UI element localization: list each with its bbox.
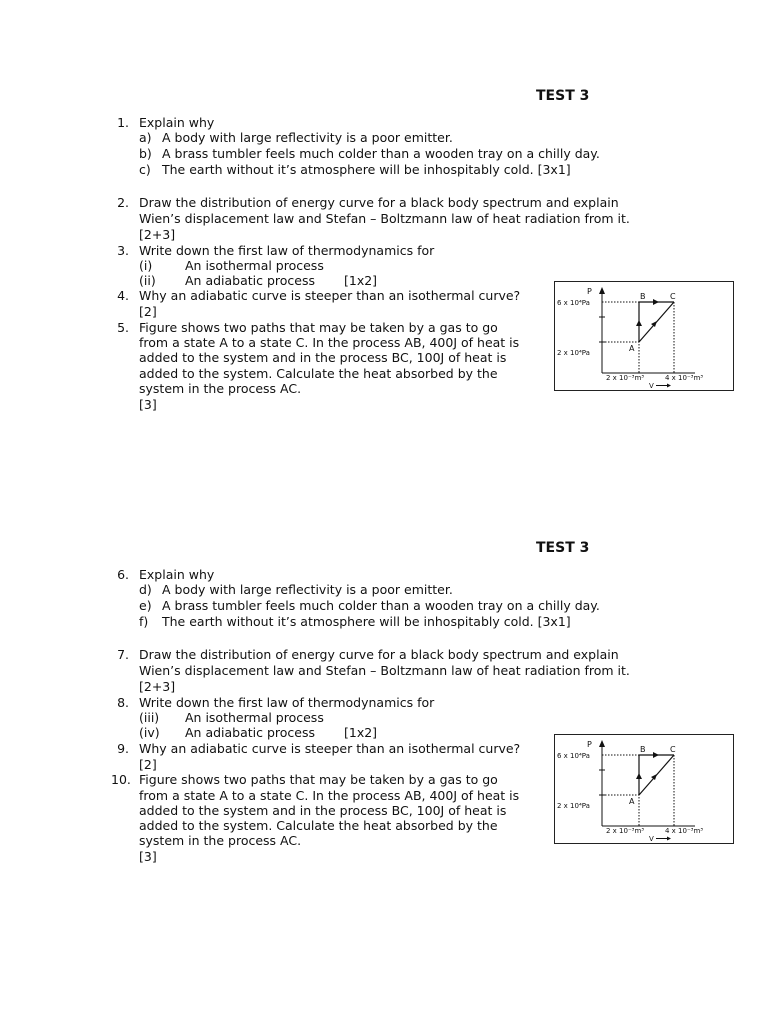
question-text: Draw the distribution of energy curve for a black body spectrum and explain	[139, 195, 619, 210]
question-number: 6.	[117, 567, 129, 582]
question-text: system in the process AC.	[139, 381, 302, 396]
question-marks: [2+3]	[139, 227, 176, 242]
question-number: 4.	[117, 288, 129, 303]
y-axis-label: P	[587, 740, 592, 749]
question-marks: [3]	[139, 397, 157, 412]
question-text: added to the system. Calculate the heat absorbed by the	[139, 366, 498, 381]
x-tick-label: 2 x 10⁻³m³	[606, 827, 645, 835]
test-title: TEST 3	[536, 88, 590, 104]
question-marks: [2]	[139, 304, 157, 319]
question-text: from a state A to a state C. In the process AB, 400J of heat is	[139, 335, 520, 350]
question-text: added to the system and in the process BC, 100J of heat is	[139, 350, 507, 365]
question-marks: [2]	[139, 757, 157, 772]
question-text: from a state A to a state C. In the process AB, 400J of heat is	[139, 788, 520, 803]
y-axis-label: P	[587, 287, 592, 296]
arrow-icon	[651, 321, 657, 327]
arrow-icon	[651, 774, 657, 780]
question-text: added to the system and in the process BC, 100J of heat is	[139, 803, 507, 818]
arrow-icon	[653, 752, 659, 758]
pv-diagram-figure	[554, 281, 734, 391]
arrow-icon	[636, 773, 642, 779]
question-text: Write down the first law of thermodynamics for	[139, 695, 435, 710]
sub-item-text: A body with large reflectivity is a poor emitter.	[162, 130, 453, 145]
question-number: 9.	[117, 741, 129, 756]
point-label-c: C	[670, 745, 676, 754]
point-label-c: C	[670, 292, 676, 301]
sub-item-label: d)	[139, 582, 152, 597]
sub-item-text: A brass tumbler feels much colder than a wooden tray on a chilly day.	[162, 146, 600, 161]
question-number: 2.	[117, 195, 129, 210]
y-tick-label: 2 x 10⁴Pa	[557, 802, 590, 810]
arrow-icon	[636, 320, 642, 326]
x-tick-label: 2 x 10⁻³m³	[606, 374, 645, 382]
question-text: Why an adiabatic curve is steeper than an isothermal curve?	[139, 288, 521, 303]
question-text: added to the system. Calculate the heat absorbed by the	[139, 818, 498, 833]
question-number: 3.	[117, 243, 129, 258]
question-text: Explain why	[139, 567, 215, 582]
question-text: Figure shows two paths that may be taken by a gas to go	[139, 320, 498, 335]
question-text: Figure shows two paths that may be taken by a gas to go	[139, 772, 498, 787]
point-label-a: A	[629, 797, 635, 806]
question-text: Wien’s displacement law and Stefan – Boltzmann law of heat radiation from it.	[139, 211, 630, 226]
sub-item-text: An adiabatic process	[185, 725, 316, 740]
test-title: TEST 3	[536, 540, 590, 556]
sub-item-label: a)	[139, 130, 152, 145]
question-marks: [3]	[139, 849, 157, 864]
sub-item-text: An isothermal process	[185, 710, 324, 725]
question-number: 10.	[111, 772, 131, 787]
x-axis-arrow-icon	[667, 837, 671, 841]
question-text: Explain why	[139, 115, 215, 130]
sub-item-label: (iii)	[139, 710, 160, 725]
question-number: 7.	[117, 647, 129, 662]
point-label-a: A	[629, 344, 635, 353]
y-axis-arrow-icon	[599, 740, 605, 747]
question-marks: [2+3]	[139, 679, 176, 694]
pv-diagram-figure	[554, 734, 734, 844]
y-axis-arrow-icon	[599, 287, 605, 294]
question-text: Draw the distribution of energy curve for a black body spectrum and explain	[139, 647, 619, 662]
arrow-icon	[653, 299, 659, 305]
question-text: Wien’s displacement law and Stefan – Boltzmann law of heat radiation from it.	[139, 663, 630, 678]
question-number: 5.	[117, 320, 129, 335]
question-text: system in the process AC.	[139, 833, 302, 848]
x-axis-label: V	[649, 382, 654, 390]
sub-item-text: An isothermal process	[185, 258, 324, 273]
point-label-b: B	[640, 745, 646, 754]
question-marks: [1x2]	[344, 273, 378, 288]
point-label-b: B	[640, 292, 646, 301]
y-tick-label: 2 x 10⁴Pa	[557, 349, 590, 357]
sub-item-label: f)	[139, 614, 149, 629]
sub-item-label: e)	[139, 598, 152, 613]
sub-item-label: (ii)	[139, 273, 156, 288]
sub-item-text: An adiabatic process	[185, 273, 316, 288]
sub-item-text: A body with large reflectivity is a poor emitter.	[162, 582, 453, 597]
x-axis-arrow-icon	[667, 384, 671, 388]
question-number: 1.	[117, 115, 129, 130]
sub-item-label: (i)	[139, 258, 153, 273]
sub-item-label: c)	[139, 162, 151, 177]
y-tick-label: 6 x 10⁴Pa	[557, 752, 590, 760]
x-axis-label: V	[649, 835, 654, 843]
sub-item-label: (iv)	[139, 725, 160, 740]
sub-item-text: The earth without it’s atmosphere will be inhospitably cold. [3x1]	[162, 162, 571, 177]
sub-item-text: The earth without it’s atmosphere will be inhospitably cold. [3x1]	[162, 614, 571, 629]
question-text: Write down the first law of thermodynamics for	[139, 243, 435, 258]
y-tick-label: 6 x 10⁴Pa	[557, 299, 590, 307]
x-tick-label: 4 x 10⁻³m³	[665, 827, 704, 835]
x-tick-label: 4 x 10⁻³m³	[665, 374, 704, 382]
question-text: Why an adiabatic curve is steeper than an isothermal curve?	[139, 741, 521, 756]
question-number: 8.	[117, 695, 129, 710]
sub-item-label: b)	[139, 146, 152, 161]
question-marks: [1x2]	[344, 725, 378, 740]
sub-item-text: A brass tumbler feels much colder than a wooden tray on a chilly day.	[162, 598, 600, 613]
